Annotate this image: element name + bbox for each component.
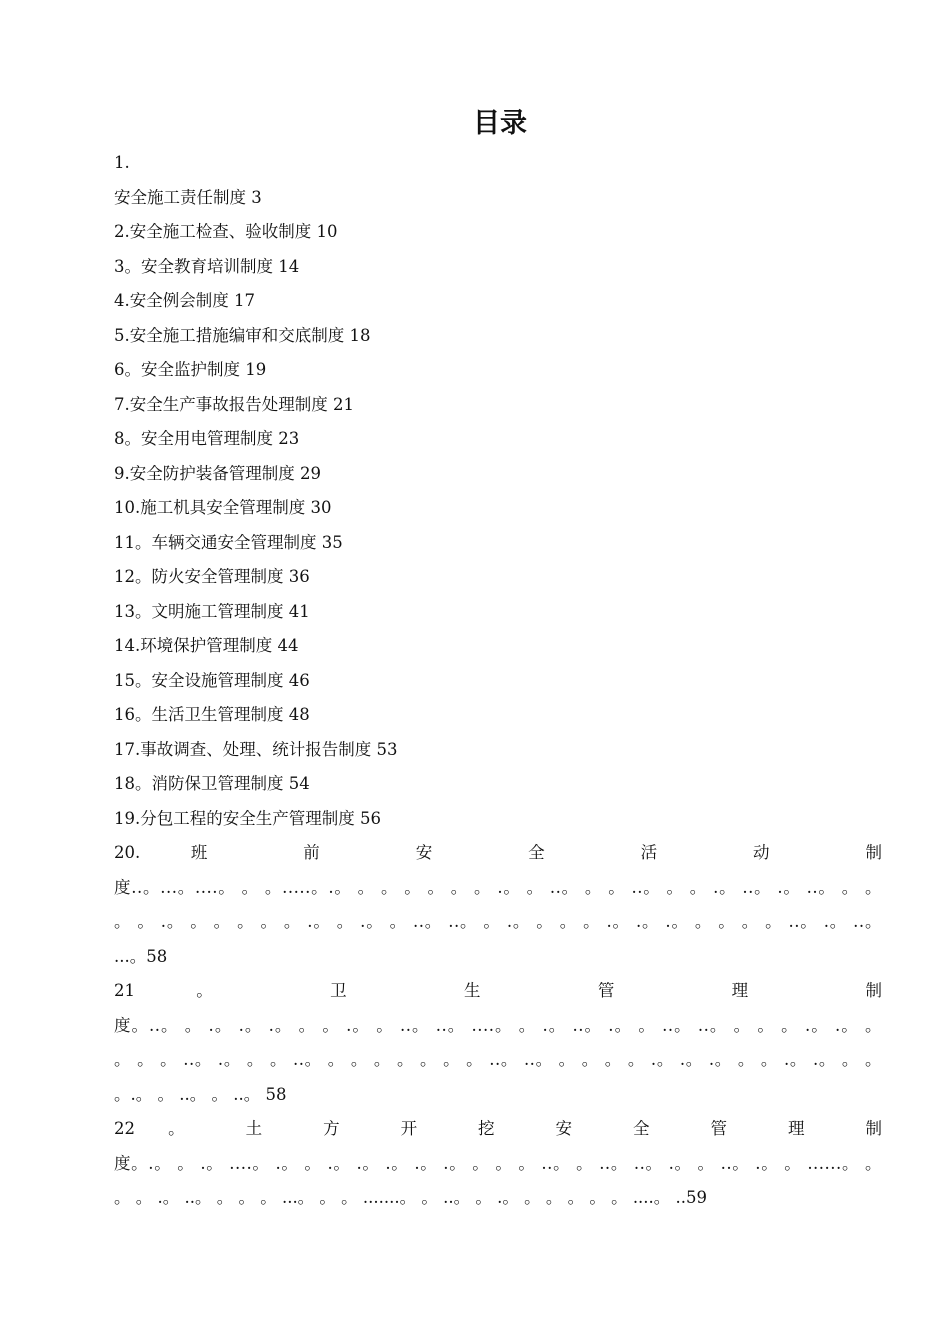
toc-item-22-heading[interactable]: 22 。 土 方 开 挖 安 全 管 理 制 <box>114 1119 882 1138</box>
toc-item[interactable]: 7.安全生产事故报告处理制度 21 <box>114 394 354 414</box>
toc-item[interactable]: 13。文明施工管理制度 41 <box>114 601 310 621</box>
toc-item[interactable]: 安全施工责任制度 3 <box>114 187 262 207</box>
toc-item[interactable]: 10.施工机具安全管理制度 30 <box>114 498 332 517</box>
toc-item-21-leader: 度。..。 。 .。 .。 .。 。 。 .。 。 ..。 ..。 ....。 。 .。 ..。 .。 。 ..。 ..。 。 。 。 .。 .。 。 <box>114 1015 882 1035</box>
toc-item[interactable]: 17.事故调查、处理、统计报告制度 53 <box>114 739 398 759</box>
toc-item[interactable]: 9.安全防护装备管理制度 29 <box>114 463 321 483</box>
toc-item-21-page: 。.。 。 ..。 。 ..。 58 <box>114 1084 287 1104</box>
toc-item-20-leader: 度..。...。....。 。 。.....。.。 。 。 。 。 。 。 .。 。 ..。 。 。 ..。 。 。 .。 ..。 .。 ..。 。 。 <box>114 877 882 897</box>
toc-item[interactable]: 2.安全施工检查、验收制度 10 <box>114 222 338 241</box>
toc-item-21-heading[interactable]: 21 。 卫 生 管 理 制 <box>114 981 882 1000</box>
toc-item-20-leader: 。 。 .。 。 。 。 。 。 .。 。 .。 。 ..。 ..。 。 .。 。 。 。 .。 .。 .。 。 。 。 。 ..。 .。 ..。 <box>114 912 882 931</box>
toc-item[interactable]: 1. <box>114 153 130 172</box>
toc-item[interactable]: 4.安全例会制度 17 <box>114 291 255 310</box>
toc-item[interactable]: 3。安全教育培训制度 14 <box>114 256 300 276</box>
toc-item[interactable]: 14.环境保护管理制度 44 <box>114 636 299 655</box>
toc-title: 目录 <box>473 108 527 139</box>
toc-item[interactable]: 11。车辆交通安全管理制度 35 <box>114 532 343 552</box>
toc-item[interactable]: 19.分包工程的安全生产管理制度 56 <box>114 808 381 828</box>
toc-item[interactable]: 12。防火安全管理制度 36 <box>114 567 310 586</box>
toc-item-22-leader: 度。.。 。 .。 ....。 .。 。 .。 .。 .。 .。 .。 。 。 。 ..。 。 ..。 ..。 .。 。 ..。 .。 。 ......。 。 <box>114 1153 882 1173</box>
toc-item[interactable]: 8。安全用电管理制度 23 <box>114 429 300 448</box>
toc-item[interactable]: 15。安全设施管理制度 46 <box>114 670 310 690</box>
toc-item[interactable]: 6。安全监护制度 19 <box>114 360 267 379</box>
toc-item[interactable]: 18。消防保卫管理制度 54 <box>114 774 310 793</box>
toc-item-22-page: 。 。 .。 ..。 。 。 。 ...。 。 。 .......。 。 ..。 。 .。 。 。 。 。 。 ....。 ..59 <box>114 1188 708 1207</box>
toc-item-20-heading[interactable]: 20. 班 前 安 全 活 动 制 <box>114 843 882 862</box>
table-of-contents <box>114 146 882 1216</box>
toc-item[interactable]: 16。生活卫生管理制度 48 <box>114 705 310 724</box>
toc-item[interactable]: 5.安全施工措施编审和交底制度 18 <box>114 325 371 345</box>
toc-item-20-page: ...。58 <box>114 946 168 966</box>
toc-item-21-leader: 。 。 。 ..。 .。 。 。 ..。 。 。 。 。 。 。 。 ..。 ..。 。 。 。 。 .。 .。 .。 。 。 .。 .。 。 。 <box>114 1050 882 1069</box>
